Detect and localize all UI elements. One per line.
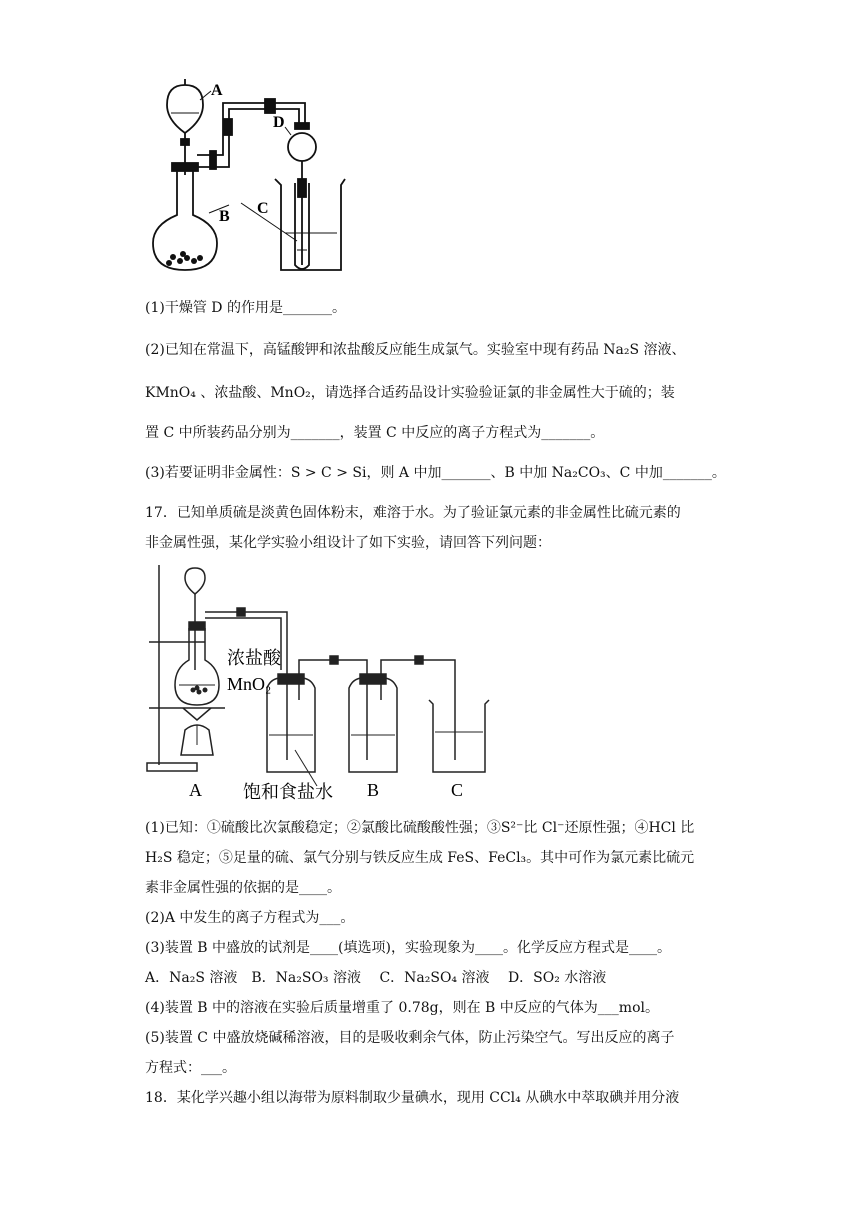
q17-part3: (3)装置 B 中盛放的试剂是____(填选项)，实验现象为____。化学反应方程式是____。 [145, 940, 671, 956]
figure-apparatus-abcd [145, 75, 360, 275]
q16-part2-line1: (2)已知在常温下，高锰酸钾和浓盐酸反应能生成氯气。实验室中现有药品 Na₂S 溶液、 [145, 342, 686, 358]
figure-chlorine-apparatus [145, 560, 505, 810]
label-mno2: MnO₂ [227, 674, 272, 694]
q17-part4: (4)装置 B 中的溶液在实验后质量增重了 0.78g，则在 B 中反应的气体为___mol。 [145, 1000, 659, 1016]
q16-part2-line3: 置 C 中所装药品分别为_______，装置 C 中反应的离子方程式为_______。 [145, 425, 605, 441]
q17-part2: (2)A 中发生的离子方程式为___。 [145, 910, 355, 926]
q17-part1-line1: (1)已知：①硫酸比次氯酸稳定；②氯酸比硫酸酸性强；③S²⁻比 Cl⁻还原性强；④HCl 比 [145, 820, 695, 836]
label-c2: C [451, 780, 464, 800]
q17-part5-line2: 方程式：___。 [145, 1060, 236, 1076]
q18-intro: 18．某化学兴趣小组以海带为原料制取少量碘水，现用 CCl₄ 从碘水中萃取碘并用分液 [145, 1090, 680, 1106]
q17-intro-line2: 非金属性强，某化学实验小组设计了如下实验，请回答下列问题： [145, 535, 551, 551]
q17-part1-line3: 素非金属性强的依据的是____。 [145, 880, 341, 896]
label-b2: B [367, 780, 380, 800]
label-c: C [257, 200, 269, 217]
label-a2: A [189, 780, 202, 800]
q17-part5-line1: (5)装置 C 中盛放烧碱稀溶液，目的是吸收剩余气体，防止污染空气。写出反应的离子 [145, 1030, 675, 1046]
label-b: B [219, 208, 230, 225]
q16-part2-line2: KMnO₄ 、浓盐酸、MnO₂，请选择合适药品设计实验验证氯的非金属性大于硫的；装 [145, 385, 675, 401]
q17-intro-line1: 17．已知单质硫是淡黄色固体粉末，难溶于水。为了验证氯元素的非金属性比硫元素的 [145, 505, 681, 521]
label-a: A [211, 82, 223, 99]
q16-part1: (1)干燥管 D 的作用是_______。 [145, 300, 346, 316]
q16-part3: (3)若要证明非金属性：S > C > Si，则 A 中加_______、B 中加 Na₂CO₃、C 中加_______。 [145, 465, 726, 481]
q17-part1-line2: H₂S 稳定；⑤足量的硫、氯气分别与铁反应生成 FeS、FeCl₃。其中可作为氯元素比硫元 [145, 850, 695, 866]
q17-options: A．Na₂S 溶液 B．Na₂SO₃ 溶液 C．Na₂SO₄ 溶液 D．SO₂ 水溶液 [145, 970, 607, 986]
label-brine: 饱和食盐水 [243, 782, 333, 802]
label-d: D [273, 114, 285, 131]
label-acid: 浓盐酸 [227, 648, 281, 668]
